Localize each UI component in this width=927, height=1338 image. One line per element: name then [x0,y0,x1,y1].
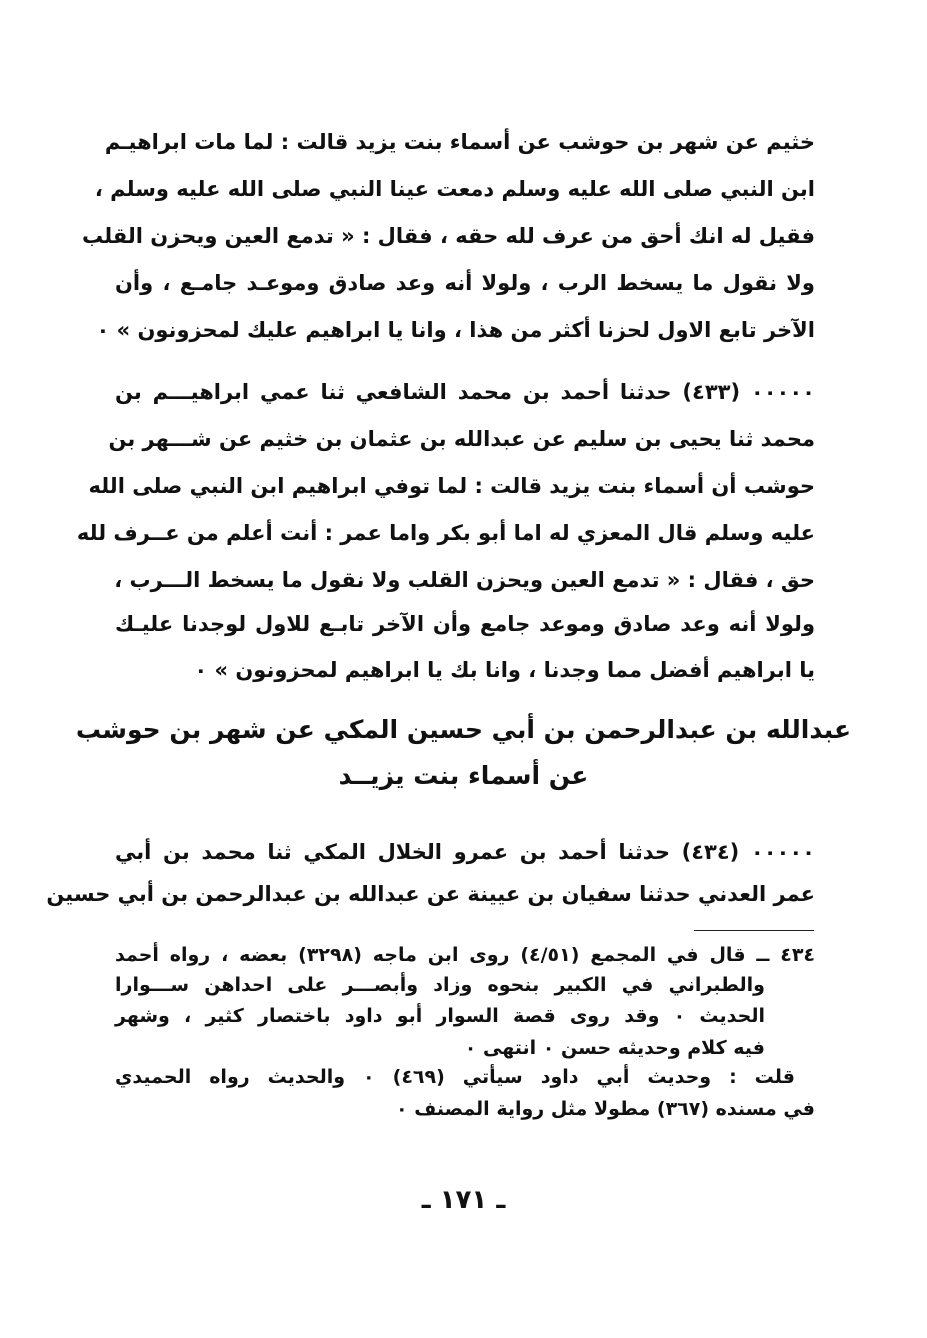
paragraph-1-line-1: خثيم عن شهر بن حوشب عن أسماء بنت يزيد قالت : لما مات ابراهيـم [104,130,815,154]
paragraph-1-line-5: الآخر تابع الاول لحزنا أكثر من هذا ، وانا يا ابراهيم عليك لمحزونون » ٠ [96,318,815,342]
paragraph-2-line-5: حق ، فقال : « تدمع العين ويحزن القلب ولا نقول ما يسخط الـــرب ، [114,568,815,592]
paragraph-1-line-4: ولا نقول ما يسخط الرب ، ولولا أنه وعد صادق وموعـد جامـع ، وأن [115,271,815,295]
footnote-line-3: الحديث ٠ وقد روى قصة السوار أبو داود باختصار كثير ، وشهر [115,1005,765,1027]
section-heading-line-1: عبدالله بن عبدالرحمن بن أبي حسين المكي عن شهر بن حوشب [75,715,852,744]
paragraph-2-line-2: محمد ثنا يحيى بن سليم عن عبدالله بن عثمان بن خثيم عن شـــهر بن [108,427,815,451]
paragraph-2-line-6: ولولا أنه وعد صادق وموعد جامع وأن الآخر تابـع للاول لوجدنا عليـك [115,612,815,636]
footnote-line-1: ٤٣٤ ــ قال في المجمع (٤/٥١) روى ابن ماجه (٣٢٩٨) بعضه ، رواه أحمد [115,944,816,966]
paragraph-1-line-2: ابن النبي صلى الله عليه وسلم دمعت عينا النبي صلى الله عليه وسلم ، [94,177,815,201]
footnote-separator [694,930,814,931]
paragraph-2-line-4: عليه وسلم قال المعزي له اما أبو بكر واما عمر : أنت أعلم من عــرف لله [76,521,815,545]
footnote-line-6: في مسنده (٣٦٧) مطولا مثل رواية المصنف ٠ [395,1098,815,1120]
page-number: ـ ١٧١ ـ [421,1185,506,1215]
paragraph-2-line-7: يا ابراهيم أفضل مما وجدنا ، وانا بك يا ابراهيم لمحزونون » ٠ [194,658,815,682]
paragraph-1-line-3: فقيل له انك أحق من عرف لله حقه ، فقال : « تدمع العين ويحزن القلب [82,224,815,248]
paragraph-3-line-1: ٠٠٠٠٠ (٤٣٤) حدثنا أحمد بن عمرو الخلال المكي ثنا محمد بن أبي [115,840,815,864]
paragraph-3-line-2: عمر العدني حدثنا سفيان بن عيينة عن عبدالله بن عبدالرحمن بن أبي حسين [46,882,815,906]
footnote-line-2: والطبراني في الكبير بنحوه وزاد وأبصـــر على احداهن ســـوارا [115,974,765,996]
section-heading-line-2: عن أسماء بنت يزيــد [338,761,589,790]
paragraph-2-line-1: ٠٠٠٠٠ (٤٣٣) حدثنا أحمد بن محمد الشافعي ثنا عمي ابراهيـــم بن [115,380,815,404]
paragraph-2-line-3: حوشب أن أسماء بنت يزيد قالت : لما توفي ابراهيم ابن النبي صلى الله [88,474,815,498]
footnote-line-4: فيه كلام وحديثه حسن ٠ انتهى ٠ [464,1037,765,1059]
footnote-line-5: قلت : وحديث أبي داود سيأتي (٤٦٩) ٠ والحديث رواه الحميدي [115,1066,795,1088]
